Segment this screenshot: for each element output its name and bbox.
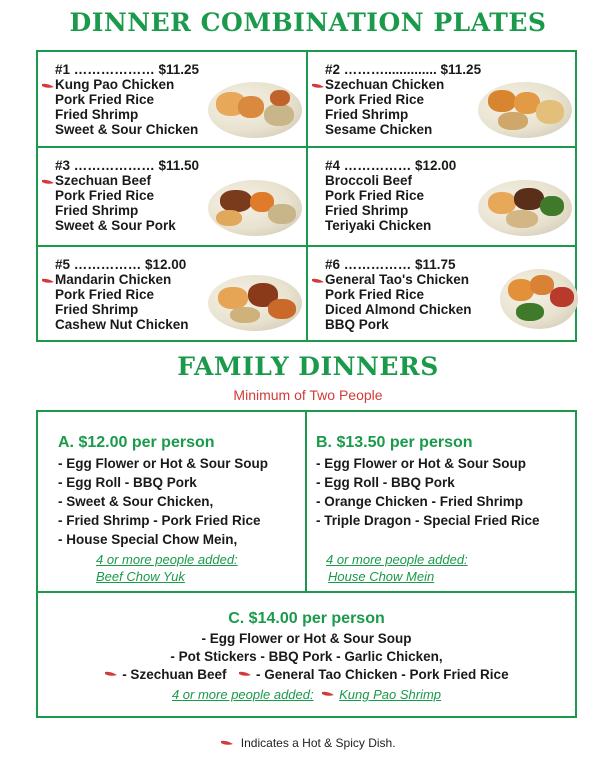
combo-item: Pork Fried Rice bbox=[55, 287, 155, 302]
option-b-line: - Triple Dragon - Special Fried Rice bbox=[316, 513, 540, 528]
combo-plate-3 bbox=[38, 148, 306, 244]
combo-item: Sweet & Sour Chicken bbox=[55, 122, 199, 137]
option-a-line: - House Special Chow Mein, bbox=[58, 532, 238, 547]
combo-item: Fried Shrimp bbox=[55, 203, 139, 218]
combo-item: Teriyaki Chicken bbox=[325, 218, 432, 233]
combo-item: Pork Fried Rice bbox=[55, 188, 155, 203]
combo-item: Fried Shrimp bbox=[55, 302, 139, 317]
combo-plate-4 bbox=[308, 148, 576, 244]
combo-item: Mandarin Chicken bbox=[55, 272, 172, 287]
hot-pepper-icon bbox=[41, 277, 55, 284]
combination-grid bbox=[36, 50, 577, 342]
option-c-note-row bbox=[38, 687, 575, 702]
option-a-addon: Beef Chow Yuk bbox=[96, 569, 185, 584]
food-photo bbox=[500, 269, 578, 329]
combo-item: Kung Pao Chicken bbox=[55, 77, 175, 92]
hot-pepper-icon bbox=[41, 178, 55, 185]
food-photo bbox=[478, 82, 572, 138]
family-divider bbox=[38, 591, 575, 593]
option-c-item: - Szechuan Beef bbox=[122, 667, 227, 682]
combo-item: Pork Fried Rice bbox=[325, 287, 425, 302]
hot-pepper-icon bbox=[220, 739, 234, 746]
food-photo bbox=[478, 180, 572, 236]
combo-header: #4 …………… $12.00 bbox=[325, 158, 457, 173]
option-a-line: - Egg Flower or Hot & Sour Soup bbox=[58, 456, 268, 471]
option-c-note: 4 or more people added: bbox=[171, 687, 314, 702]
combo-item: Szechuan Chicken bbox=[325, 77, 445, 92]
option-a-note: 4 or more people added: bbox=[96, 552, 238, 567]
option-c-line bbox=[38, 667, 575, 682]
combo-item: Fried Shrimp bbox=[325, 107, 409, 122]
option-b-line: - Orange Chicken - Fried Shrimp bbox=[316, 494, 524, 509]
combo-item: BBQ Pork bbox=[325, 317, 389, 332]
hot-pepper-icon bbox=[321, 690, 335, 697]
combo-item: Diced Almond Chicken bbox=[325, 302, 472, 317]
option-b-line: - Egg Flower or Hot & Sour Soup bbox=[316, 456, 526, 471]
combo-item: Sweet & Sour Pork bbox=[55, 218, 176, 233]
option-a-line: - Egg Roll - BBQ Pork bbox=[58, 475, 197, 490]
option-b-addon: House Chow Mein bbox=[328, 569, 435, 584]
family-dinners-box bbox=[36, 410, 577, 718]
option-a-line: - Fried Shrimp - Pork Fried Rice bbox=[58, 513, 261, 528]
combo-header: #3 ……………… $11.50 bbox=[55, 158, 200, 173]
hot-pepper-icon bbox=[104, 670, 118, 677]
combo-header: #5 …………… $12.00 bbox=[55, 257, 187, 272]
hot-pepper-icon bbox=[41, 82, 55, 89]
hot-pepper-icon bbox=[311, 82, 325, 89]
combo-item: Fried Shrimp bbox=[325, 203, 409, 218]
option-c-title: C. $14.00 per person bbox=[228, 610, 385, 627]
combo-header: #1 ……………… $11.25 bbox=[55, 62, 200, 77]
combo-plate-5 bbox=[38, 247, 306, 343]
food-photo bbox=[208, 82, 302, 138]
combination-title: DINNER COMBINATION PLATES bbox=[69, 8, 547, 37]
combo-item: Pork Fried Rice bbox=[325, 188, 425, 203]
family-dinners-subtitle: Minimum of Two People bbox=[233, 387, 383, 403]
combo-item: Pork Fried Rice bbox=[325, 92, 425, 107]
combo-plate-2 bbox=[308, 52, 576, 148]
combo-plate-6 bbox=[308, 247, 576, 343]
combo-header: #2 ……….............. $11.25 bbox=[325, 62, 482, 77]
hot-pepper-icon bbox=[311, 277, 325, 284]
combo-item: Pork Fried Rice bbox=[55, 92, 155, 107]
legend-text: Indicates a Hot & Spicy Dish. bbox=[240, 736, 396, 750]
food-photo bbox=[208, 275, 302, 331]
combo-header: #6 …………… $11.75 bbox=[325, 257, 456, 272]
option-b-title: B. $13.50 per person bbox=[316, 434, 473, 451]
option-a-line: - Sweet & Sour Chicken, bbox=[58, 494, 214, 509]
combo-plate-1 bbox=[38, 52, 306, 148]
combo-item: Szechuan Beef bbox=[55, 173, 152, 188]
option-c-item: - General Tao Chicken - Pork Fried Rice bbox=[256, 667, 509, 682]
option-a-title: A. $12.00 per person bbox=[58, 434, 215, 451]
food-photo bbox=[208, 180, 302, 236]
option-c-line: - Egg Flower or Hot & Sour Soup bbox=[201, 631, 412, 646]
combo-item: Broccoli Beef bbox=[325, 173, 413, 188]
option-c-addon: Kung Pao Shrimp bbox=[339, 687, 442, 702]
family-dinners-title: FAMILY DINNERS bbox=[177, 352, 439, 381]
option-b-line: - Egg Roll - BBQ Pork bbox=[316, 475, 455, 490]
family-divider bbox=[305, 412, 307, 591]
combo-item: Sesame Chicken bbox=[325, 122, 433, 137]
hot-pepper-icon bbox=[238, 670, 252, 677]
combo-item: General Tao's Chicken bbox=[325, 272, 470, 287]
legend bbox=[0, 736, 616, 750]
option-b-note: 4 or more people added: bbox=[326, 552, 468, 567]
combo-item: Cashew Nut Chicken bbox=[55, 317, 189, 332]
option-c-line: - Pot Stickers - BBQ Pork - Garlic Chicken, bbox=[170, 649, 443, 664]
combo-item: Fried Shrimp bbox=[55, 107, 139, 122]
